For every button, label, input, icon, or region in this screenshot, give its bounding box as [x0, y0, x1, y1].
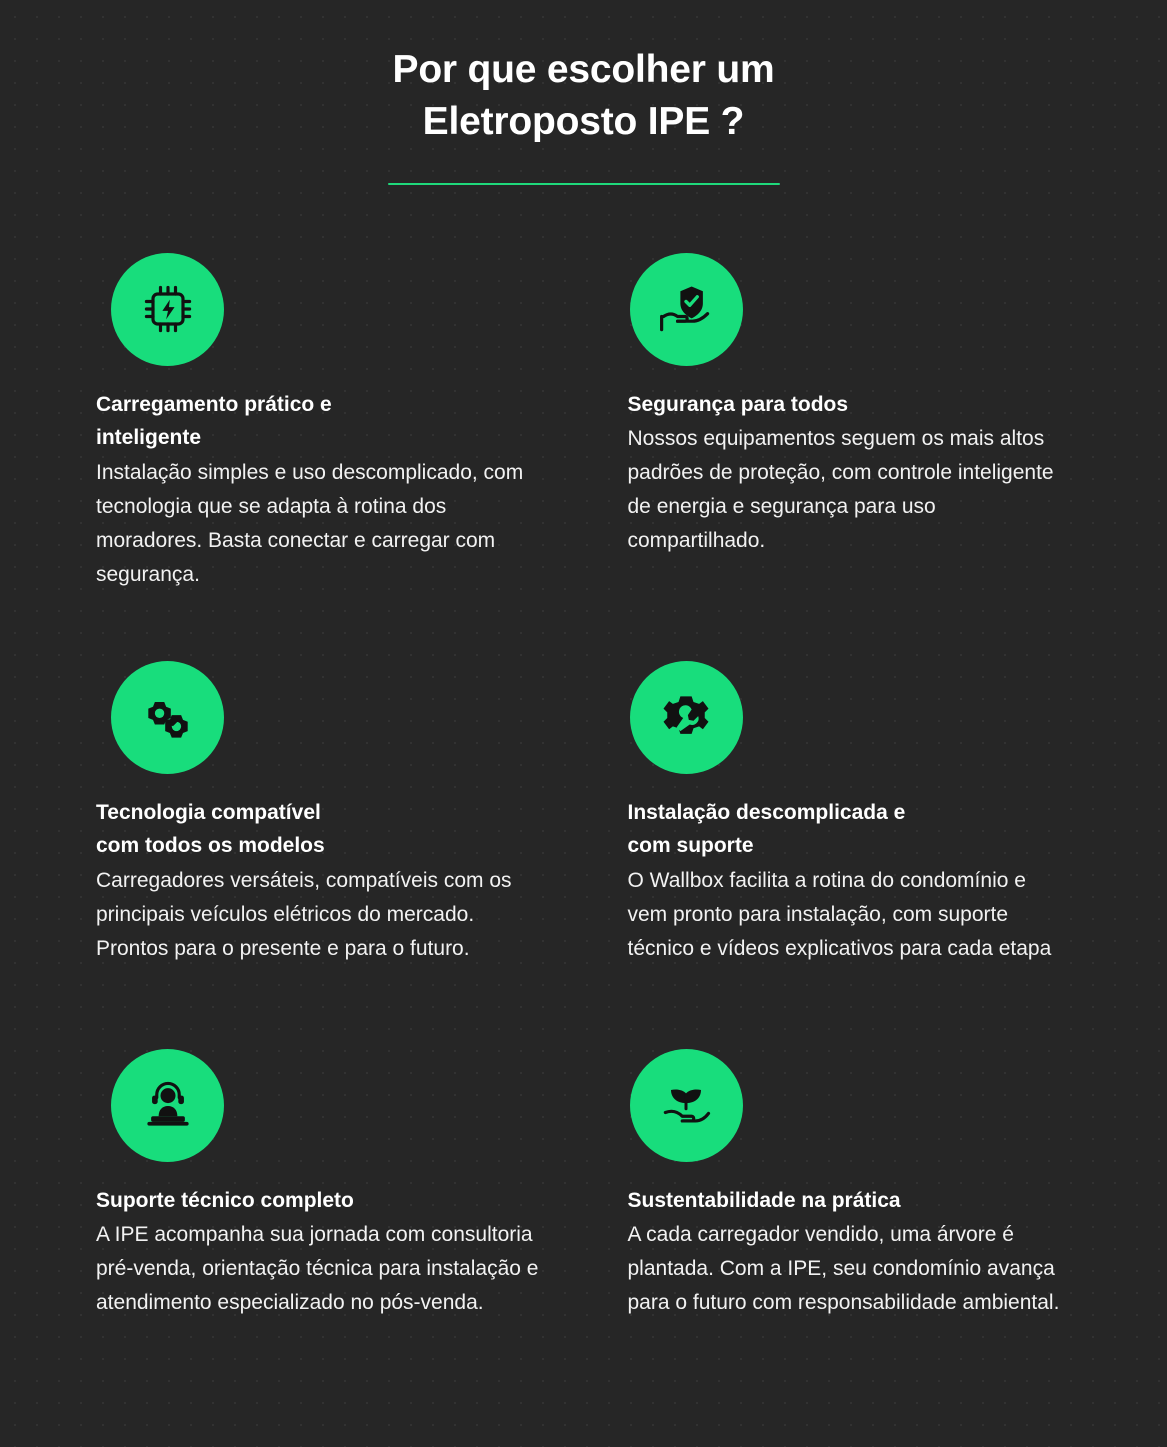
gears-compatibility-icon [111, 661, 224, 774]
benefit-card-seguranca [628, 253, 1072, 661]
hand-shield-check-icon [630, 253, 743, 366]
hand-leaf-icon [630, 1049, 743, 1162]
benefit-body: O Wallbox facilita a rotina do condomínio e vem pronto para instalação, com suporte técnico e vídeos explicativos para cada etapa [627, 868, 1052, 960]
title-divider [388, 183, 780, 185]
benefit-title: Sustentabilidade na prática [627, 1188, 901, 1212]
benefit-card-carregamento [96, 253, 540, 661]
page-title-line-2: Eletroposto IPE ? [422, 100, 745, 144]
page-title-line-1: Por que escolher um [392, 48, 775, 91]
benefit-body: A IPE acompanha sua jornada com consultoria pré-venda, orientação técnica para instalação e atendimento especializado no pós-venda. [96, 1223, 539, 1315]
chip-bolt-icon [111, 253, 224, 366]
support-headset-laptop-icon [111, 1049, 224, 1162]
benefit-title: Tecnologia compatível com todos os modelos [96, 800, 325, 858]
benefit-title: Suporte técnico completo [96, 1188, 354, 1212]
benefit-title: Instalação descomplicada e com suporte [627, 800, 906, 858]
benefit-card-instalacao [628, 661, 1072, 1049]
page-title [0, 44, 1167, 149]
benefits-grid [0, 253, 1167, 1349]
benefit-title: Carregamento prático e inteligente [96, 392, 332, 450]
benefit-body: Nossos equipamentos seguem os mais altos padrões de proteção, com controle inteligente de energia e segurança para uso compartilhado. [627, 427, 1054, 553]
gear-wrench-icon [630, 661, 743, 774]
benefit-card-tecnologia [96, 661, 540, 1049]
benefit-card-suporte [96, 1049, 540, 1349]
benefit-body: Instalação simples e uso descomplicado, com tecnologia que se adapta à rotina dos moradores. Basta conectar e carregar com segurança. [96, 460, 524, 586]
benefit-card-sustentabilidade [628, 1049, 1072, 1349]
benefit-body: A cada carregador vendido, uma árvore é plantada. Com a IPE, seu condomínio avança para o futuro com responsabilidade ambiental. [627, 1223, 1060, 1315]
benefit-body: Carregadores versáteis, compatíveis com os principais veículos elétricos do mercado. Prontos para o presente e para o futuro. [96, 868, 512, 960]
benefit-title: Segurança para todos [627, 392, 849, 416]
page-header [0, 0, 1167, 185]
